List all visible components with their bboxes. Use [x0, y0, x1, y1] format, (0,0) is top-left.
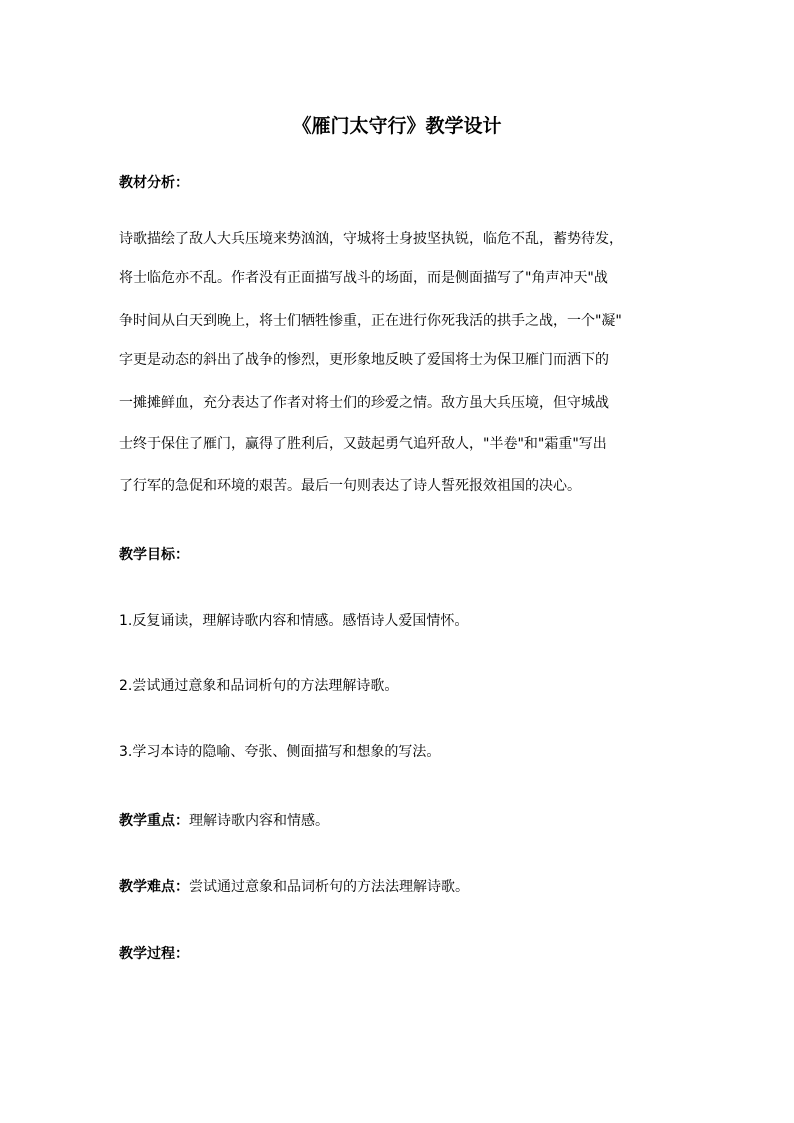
objective-item: 1.反复诵读，理解诗歌内容和情感。感悟诗人爱国情怀。: [119, 613, 469, 629]
analysis-line: 字更是动态的斜出了战争的惨烈，更形象地反映了爱国将士为保卫雁门而洒下的: [119, 352, 609, 368]
analysis-line: 诗歌描绘了敌人大兵压境来势汹汹，守城将士身披坚执锐，临危不乱，蓄势待发，: [119, 231, 623, 247]
analysis-line: 士终于保住了雁门，赢得了胜利后，又鼓起勇气追歼敌人，"半卷"和"霜重"写出: [119, 436, 607, 452]
key-point: [119, 811, 329, 831]
analysis-line: 了行军的急促和环境的艰苦。最后一句则表达了诗人誓死报效祖国的决心。: [119, 478, 581, 494]
difficult-point: [119, 877, 469, 897]
objectives-heading: 教学目标：: [119, 547, 189, 563]
objective-item: 2.尝试通过意象和品词析句的方法理解诗歌。: [119, 678, 399, 694]
objective-item: 3.学习本诗的隐喻、夸张、侧面描写和想象的写法。: [119, 744, 441, 760]
process-heading: 教学过程：: [119, 946, 189, 962]
analysis-line: 将士临危亦不乱。作者没有正面描写战斗的场面，而是侧面描写了"角声冲天"战: [119, 270, 608, 286]
analysis-line: 一摊摊鲜血，充分表达了作者对将士们的珍爱之情。敌方虽大兵压境，但守城战: [119, 395, 609, 411]
analysis-heading: 教材分析：: [119, 175, 189, 191]
document-title: 《雁门太守行》教学设计: [292, 115, 502, 137]
difficult-point-text: 尝试通过意象和品词析句的方法法理解诗歌。: [189, 879, 469, 895]
key-point-label: 教学重点：: [119, 813, 189, 829]
difficult-point-label: 教学难点：: [119, 879, 189, 895]
analysis-line: 争时间从白天到晚上，将士们牺牲惨重，正在进行你死我活的拱手之战，一个"凝": [119, 313, 622, 329]
key-point-text: 理解诗歌内容和情感。: [189, 813, 329, 829]
